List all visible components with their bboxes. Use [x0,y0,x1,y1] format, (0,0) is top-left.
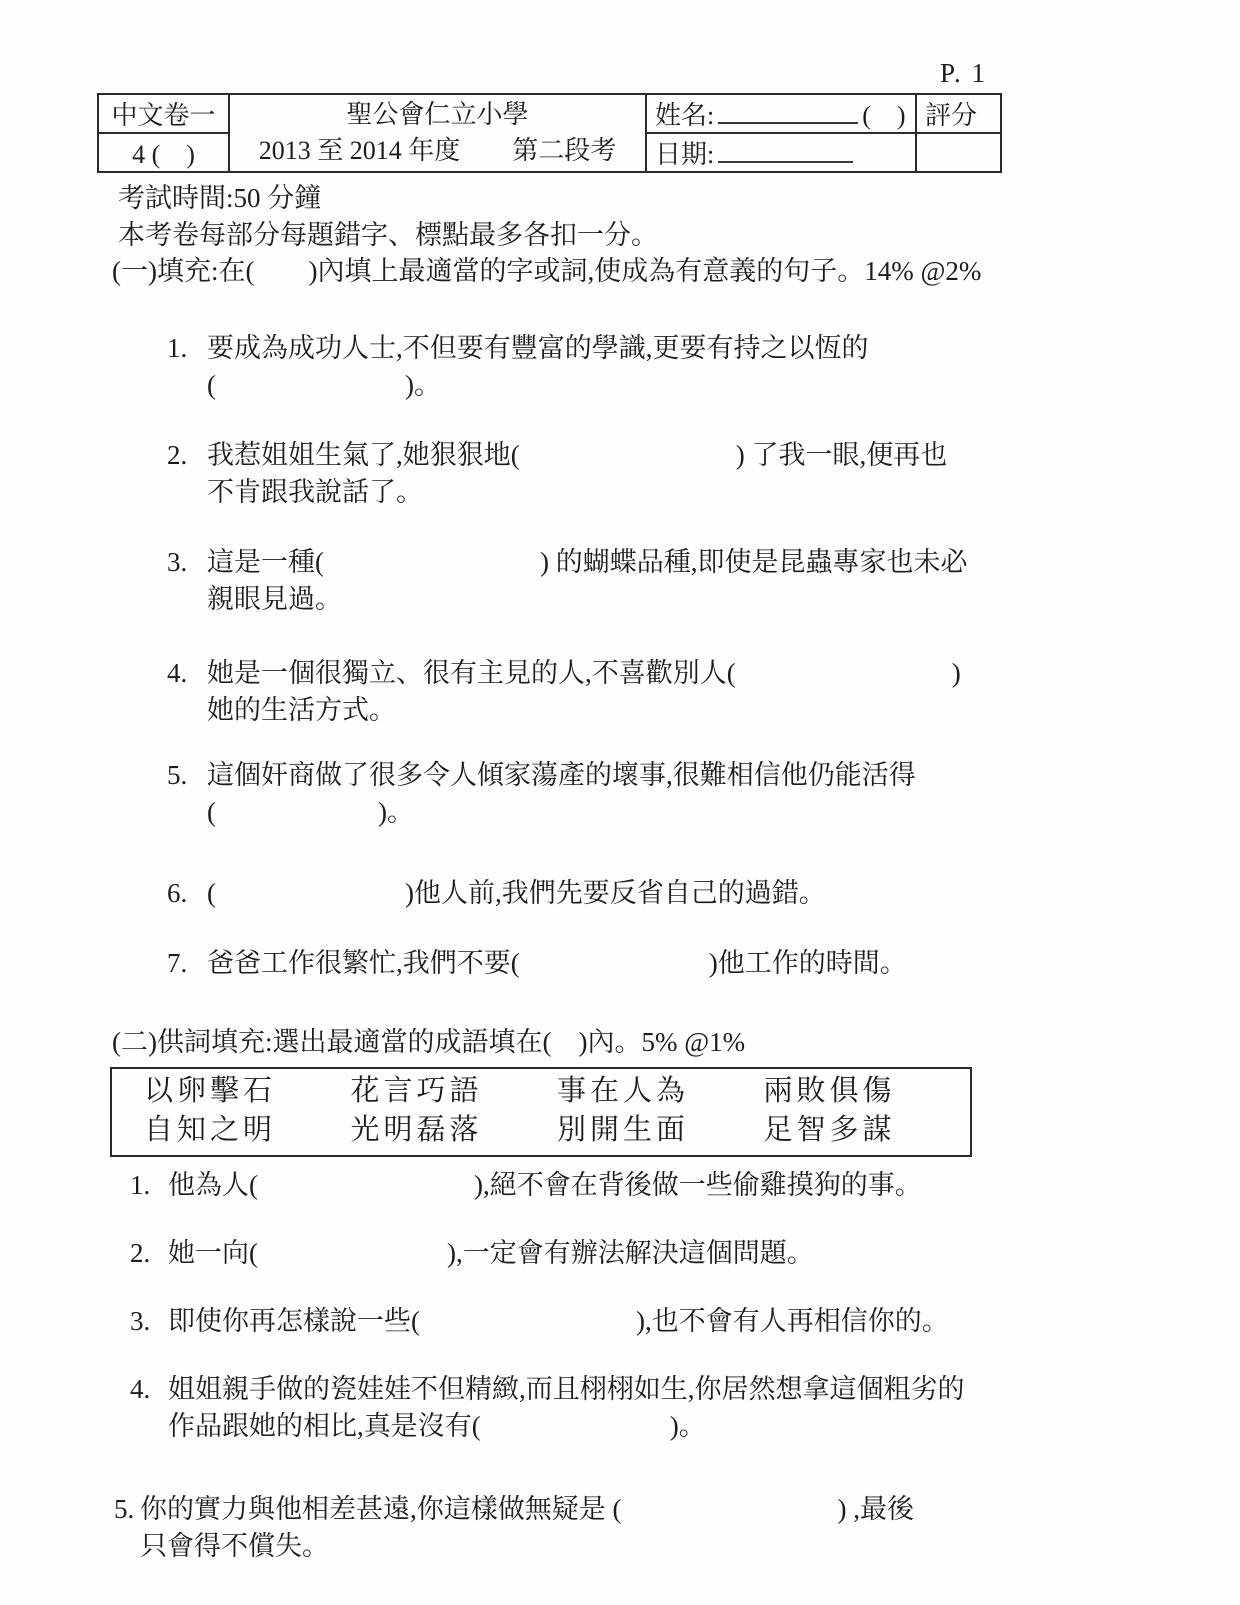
section2-title: (二)供詞填充:選出最適當的成語填在( )內。5% @1% [112,1027,746,1057]
question-number: 4. [130,1374,151,1404]
word-bank-row-2 [112,1111,970,1150]
question-text: 她一向( ),一定會有辦法解決這個問題。 [168,1238,814,1268]
exam-time: 考試時間:50 分鐘 [118,183,322,213]
s2-question-2 [130,1235,1240,1272]
score-cell [916,94,1001,133]
date-blank-line [718,141,853,163]
word-bank-box [110,1067,972,1157]
idiom: 以卵擊石 [144,1075,277,1107]
section2-questions [0,1167,1240,1565]
s2-question-4 [130,1371,1240,1445]
score-label: 評分 [925,101,978,130]
s1-question-2 [167,437,1240,511]
question-number: 7. [167,948,188,978]
s2-question-1 [130,1167,1240,1204]
question-text: 這個奸商做了很多令人傾家蕩產的壞事,很難相信他仍能活得 ( )。 [207,760,916,827]
question-number: 2. [130,1238,151,1268]
page-number: P. 1 [940,58,988,88]
date-cell [646,133,916,172]
school-cell [229,94,646,172]
question-number: 5. [114,1494,135,1524]
score-box [916,133,1001,172]
s2-question-5 [114,1491,1240,1565]
question-text: 這是一種( ) 的蝴蝶品種,即使是昆蟲專家也未必 親眼見過。 [207,547,968,614]
word-bank-row-1 [112,1072,970,1111]
question-text: 要成為成功人士,不但要有豐富的學識,更要有持之以恆的 ( )。 [207,333,869,400]
year-term: 2013 至 2014 年度 第二段考 [258,136,617,165]
idiom: 事在人為 [557,1075,690,1107]
question-text: 她是一個很獨立、很有主見的人,不喜歡別人( ) 她的生活方式。 [207,658,961,725]
question-number: 6. [167,878,188,908]
question-text: 我惹姐姐生氣了,她狠狠地( ) 了我一眼,便再也 不肯跟我說話了。 [207,440,948,507]
idiom: 別開生面 [557,1114,690,1146]
s1-question-5 [167,757,1240,831]
question-number: 2. [167,440,188,470]
s1-question-4 [167,655,1240,729]
question-number: 3. [167,547,188,577]
name-blank-line [718,102,858,124]
question-text: 即使你再怎樣說一些( ),也不會有人再相信你的。 [168,1306,949,1336]
question-text: 你的實力與他相差甚遠,你這樣做無疑是 ( ) ,最後 只會得不償失。 [140,1494,914,1561]
idiom: 自知之明 [144,1114,277,1146]
header-table [97,93,1002,173]
question-number: 4. [167,658,188,688]
s1-question-1 [167,330,1240,404]
class-cell [98,133,229,172]
idiom: 光明磊落 [350,1114,483,1146]
idiom: 花言巧語 [350,1075,483,1107]
question-number: 3. [130,1306,151,1336]
section1-title: (一)填充:在( )內填上最適當的字或詞,使成為有意義的句子。14% @2% [112,256,982,286]
section1-questions [0,330,1240,982]
s1-question-3 [167,544,1240,618]
name-cell [646,94,916,133]
paper-title: 中文卷一 [111,101,216,130]
s2-question-3 [130,1303,1240,1340]
question-text: 爸爸工作很繁忙,我們不要( )他工作的時間。 [207,948,907,978]
name-class-paren: ( ) [862,101,906,130]
class-line: 4 ( ) [132,140,195,169]
s1-question-6 [167,875,1240,912]
school-name: 聖公會仁立小學 [346,100,529,129]
question-text: 他為人( ),絕不會在背後做一些偷雞摸狗的事。 [168,1170,922,1200]
idiom: 足智多謀 [763,1114,896,1146]
question-number: 1. [130,1170,151,1200]
question-text: ( )他人前,我們先要反省自己的過錯。 [207,878,826,908]
question-number: 1. [167,333,188,363]
question-text: 姐姐親手做的瓷娃娃不但精緻,而且栩栩如生,你居然想拿這個粗劣的 作品跟她的相比,真是沒有( )。 [168,1374,965,1441]
date-label: 日期: [655,140,715,169]
s1-question-7 [167,945,1240,982]
idiom: 兩敗俱傷 [763,1075,896,1107]
question-number: 5. [167,760,188,790]
deduction-note: 本考卷每部分每題錯字、標點最多各扣一分。 [118,220,658,250]
name-label: 姓名: [655,101,715,130]
paper-title-cell [98,94,229,133]
